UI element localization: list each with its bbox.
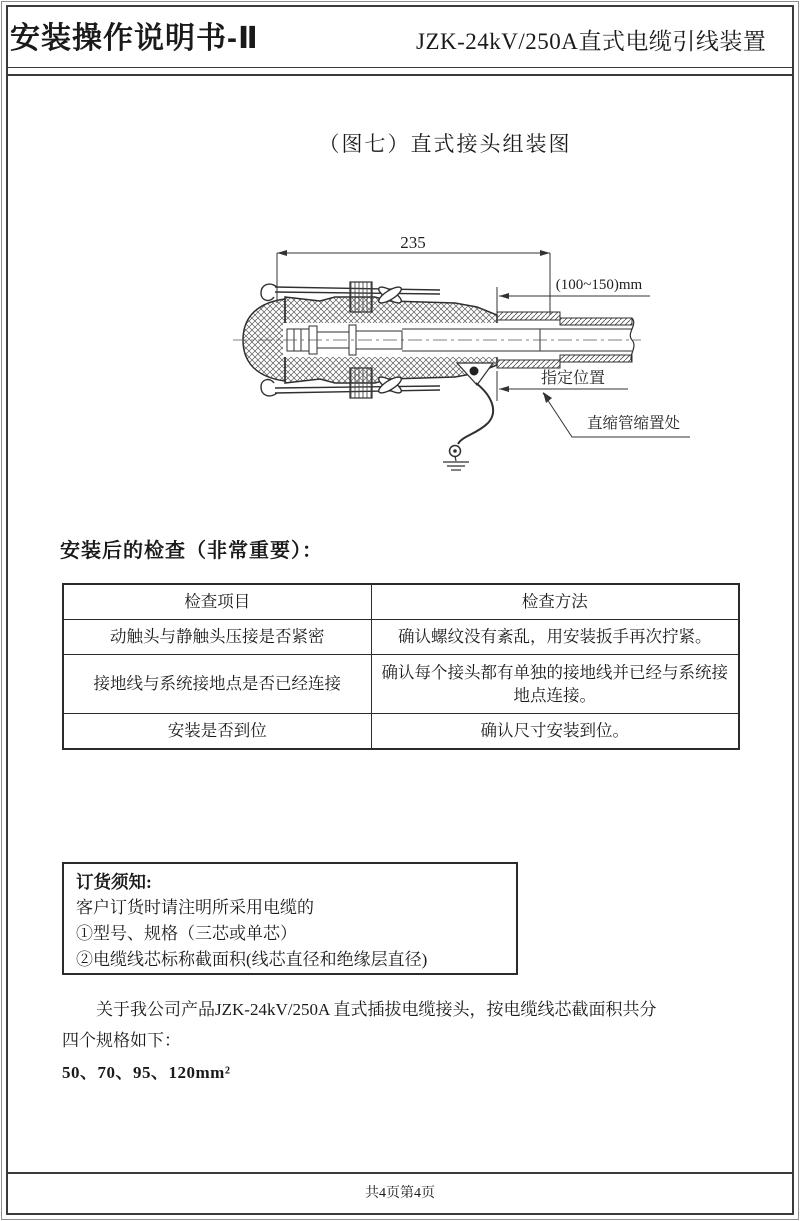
product-paragraph <box>62 994 746 1056</box>
cell-method: 确认尺寸安装到位。 <box>371 714 739 750</box>
table-row <box>63 655 739 714</box>
product-paragraph-line1: 关于我公司产品JZK-24kV/250A 直式插拔电缆接头，按电缆线芯截面积共分 <box>96 1000 657 1019</box>
label-designated-position: 指定位置 <box>541 370 606 387</box>
page-number: 共4页第4页 <box>365 1186 435 1201</box>
header-title-left: 安装操作说明书-Ⅱ <box>10 22 259 55</box>
cell-item: 接地线与系统接地点是否已经连接 <box>63 655 371 714</box>
label-shrink-tube: 直缩管缩置处 <box>587 415 681 432</box>
order-notes-box <box>62 862 518 975</box>
table-row <box>63 714 739 750</box>
order-note-line: ①型号、规格（三芯或单芯） <box>76 924 297 943</box>
cell-method: 确认每个接头都有单独的接地线并已经与系统接地点连接。 <box>371 655 739 714</box>
cell-item: 安装是否到位 <box>63 714 371 750</box>
inspection-table <box>62 583 740 750</box>
col-header-method: 检查方法 <box>371 584 739 620</box>
cell-item: 动触头与静触头压接是否紧密 <box>63 620 371 655</box>
cell-method: 确认螺纹没有紊乱，用安装扳手再次拧紧。 <box>371 620 739 655</box>
table-row <box>63 620 739 655</box>
header-rule-thin <box>6 67 794 68</box>
spec-sizes: 50、70、95、120mm² <box>62 1063 231 1082</box>
order-note-line: ②电缆线芯标称截面积(线芯直径和绝缘层直径) <box>76 950 428 969</box>
connector-assembly-diagram <box>225 225 745 475</box>
header-rule-thick <box>6 74 794 76</box>
product-paragraph-line2: 四个规格如下： <box>62 1031 181 1050</box>
inspection-heading: 安装后的检查（非常重要）： <box>60 540 323 562</box>
figure-caption: （图七）直式接头组装图 <box>318 132 572 156</box>
order-notes-title: 订货须知: <box>76 872 152 892</box>
col-header-item: 检查项目 <box>63 584 371 620</box>
ground-wire <box>443 363 493 470</box>
footer-rule <box>6 1172 794 1174</box>
dim-label-range: (100~150)mm <box>555 277 643 293</box>
table-header-row <box>63 584 739 620</box>
earth-symbol <box>443 456 469 470</box>
header-title-right: JZK-24kV/250A直式电缆引线装置 <box>416 29 767 54</box>
order-note-line: 客户订货时请注明所采用电缆的 <box>76 898 314 917</box>
dim-label-235: 235 <box>400 233 426 252</box>
